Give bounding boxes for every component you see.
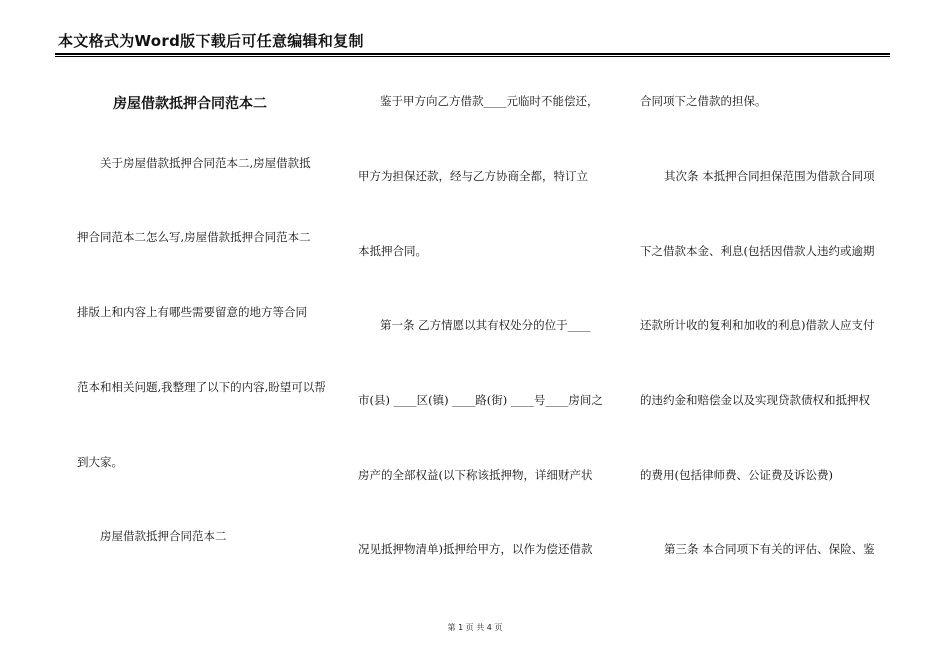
paragraph-line: 其次条 本抵押合同担保范围为借款合同项: [664, 169, 875, 183]
paragraph-line: 市(县) ____区(镇) ____路(街) ____号____房间之: [358, 393, 603, 407]
paragraph-line: 关于房屋借款抵押合同范本二,房屋借款抵: [100, 156, 311, 170]
header-divider: [55, 53, 890, 55]
paragraph-line: 的费用(包括律师费、公证费及诉讼费): [640, 468, 833, 482]
page-header-title: 本文格式为Word版下载后可任意编辑和复制: [58, 32, 364, 50]
paragraph-line: 排版上和内容上有哪些需要留意的地方等合同: [77, 305, 307, 319]
paragraph-line: 房产的全部权益(以下称该抵押物，详细财产状: [358, 468, 593, 482]
paragraph-line: 还款所计收的复利和加收的利息)借款人应支付: [640, 318, 875, 332]
paragraph-line: 下之借款本金、利息(包括因借款人违约或逾期: [640, 244, 875, 258]
paragraph-line: 本抵押合同。: [358, 244, 427, 258]
document-title: 房屋借款抵押合同范本二: [113, 96, 267, 112]
paragraph-line: 范本和相关问题,我整理了以下的内容,盼望可以帮: [77, 380, 326, 394]
paragraph-line: 第一条 乙方情愿以其有权处分的位于____: [380, 318, 591, 332]
paragraph-line: 甲方为担保还款，经与乙方协商全都，特订立: [358, 169, 588, 183]
page-number: 第 1 页 共 4 页: [447, 623, 503, 632]
paragraph-line: 第三条 本合同项下有关的评估、保险、鉴: [664, 542, 875, 556]
paragraph-line: 到大家。: [77, 455, 123, 469]
paragraph-line: 鉴于甲方向乙方借款____元临时不能偿还，: [380, 94, 599, 108]
paragraph-line: 的违约金和赔偿金以及实现贷款债权和抵押权: [640, 393, 870, 407]
paragraph-line: 况见抵押物清单)抵押给甲方，以作为偿还借款: [358, 542, 593, 556]
header-divider-thin: [55, 56, 890, 57]
paragraph-line: 押合同范本二怎么写,房屋借款抵押合同范本二: [77, 230, 311, 244]
section-heading: 房屋借款抵押合同范本二: [100, 529, 227, 543]
paragraph-line: 合同项下之借款的担保。: [640, 94, 767, 108]
